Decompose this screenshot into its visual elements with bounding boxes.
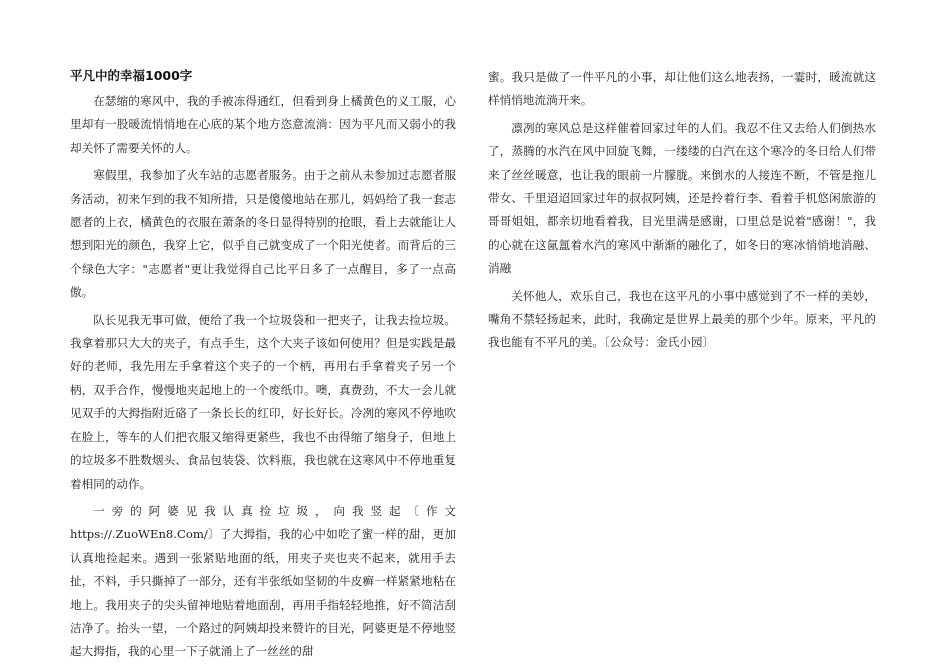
paragraph: 队长见我无事可做，便给了我一个垃圾袋和一把夹子，让我去捡垃圾。我拿着那只大大的夹子，有点手生，这个大夹子该如何使用？但是实践是最好的老师，我先用左手拿着这个夹子的一个柄，再用右手拿着夹子另一个柄，双手合作，慢慢地夹起地上的一个废纸巾。噢，真费劲，不大一会儿就见双手的大拇指附近硌了一条长长的红印，好长好长。冷冽的寒风不停地吹在脸上，等车的人们把衣服又缩得更紧些，我也不由得缩了缩身子，但地上的垃圾多不胜数烟头、食品包装袋、饮料瓶，我也就在这寒风中不停地重复着相同的动作。	[70, 312, 456, 491]
right-column	[488, 66, 876, 359]
paragraph: 凛冽的寒风总是这样催着回家过年的人们。我忍不住又去给人们倒热水了，蒸腾的水汽在风中回旋飞舞，一缕缕的白汽在这个寒冷的冬日给人们带来了丝丝暖意，也让我的眼前一片朦胧。来倒水的人接连不断，不管是拖儿带女、千里迢迢回家过年的叔叔阿姨，还是拎着行李、看着手机悠闲旅游的哥哥姐姐，都亲切地看着我，目光里满是感谢，口里总是说着"感谢！"，我的心就在这氤氲着水汽的寒风中渐渐的融化了，如冬日的寒冰悄悄地消融、消融	[488, 120, 876, 276]
paragraph-continuation: 蜜。我只是做了一件平凡的小事，却让他们这么地表扬，一霎时，暖流就这样悄悄地流淌开来。	[488, 70, 876, 108]
paragraph: 关怀他人，欢乐自己，我也在这平凡的小事中感觉到了不一样的美妙，嘴角不禁轻扬起来，此时，我确定是世界上最美的那个少年。原来，平凡的我也能有不平凡的美。〔公众号：金氏小园〕	[488, 288, 876, 350]
paragraph: 一旁的阿婆见我认真捡垃圾，向我竖起〔作文https://.ZuoWEn8.Com/〕了大拇指，我的心中如吃了蜜一样的甜，更加认真地捡起来。遇到一张紧贴地面的纸，用夹子夹也夹不起来，就用手去扯，不料，手只撕掉了一部分，还有半张纸如坚韧的牛皮癣一样紧紧地粘在地上。我用夹子的尖头留神地贴着地面刮，再用手指轻轻地推，好不简洁刮洁净了。抬头一望，一个路过的阿姨却投来赞许的目光，阿婆更是不停地竖起大拇指，我的心里一下子就涌上了一丝丝的甜	[70, 503, 456, 659]
left-column	[70, 66, 456, 668]
paragraph: 在瑟缩的寒风中，我的手被冻得通红，但看到身上橘黄色的义工服，心里却有一股暖流悄悄地在心底的某个地方恣意流淌：因为平凡而又弱小的我却关怀了需要关怀的人。	[70, 94, 456, 155]
paragraph: 寒假里，我参加了火车站的志愿者服务。由于之前从未参加过志愿者服务活动，初来乍到的我不知所措，只是傻傻地站在那儿，妈妈给了我一套志愿者的上衣，橘黄色的衣服在萧条的冬日显得特别的抢眼，看上去就能让人想到阳光的颜色，我穿上它，似乎自己就变成了一个阳光使者。而背后的三个绿色大字："志愿者"更让我觉得自己比平日多了一点醒目，多了一点高傲。	[70, 168, 456, 300]
document-title: 平凡中的幸福1000字	[70, 68, 193, 83]
